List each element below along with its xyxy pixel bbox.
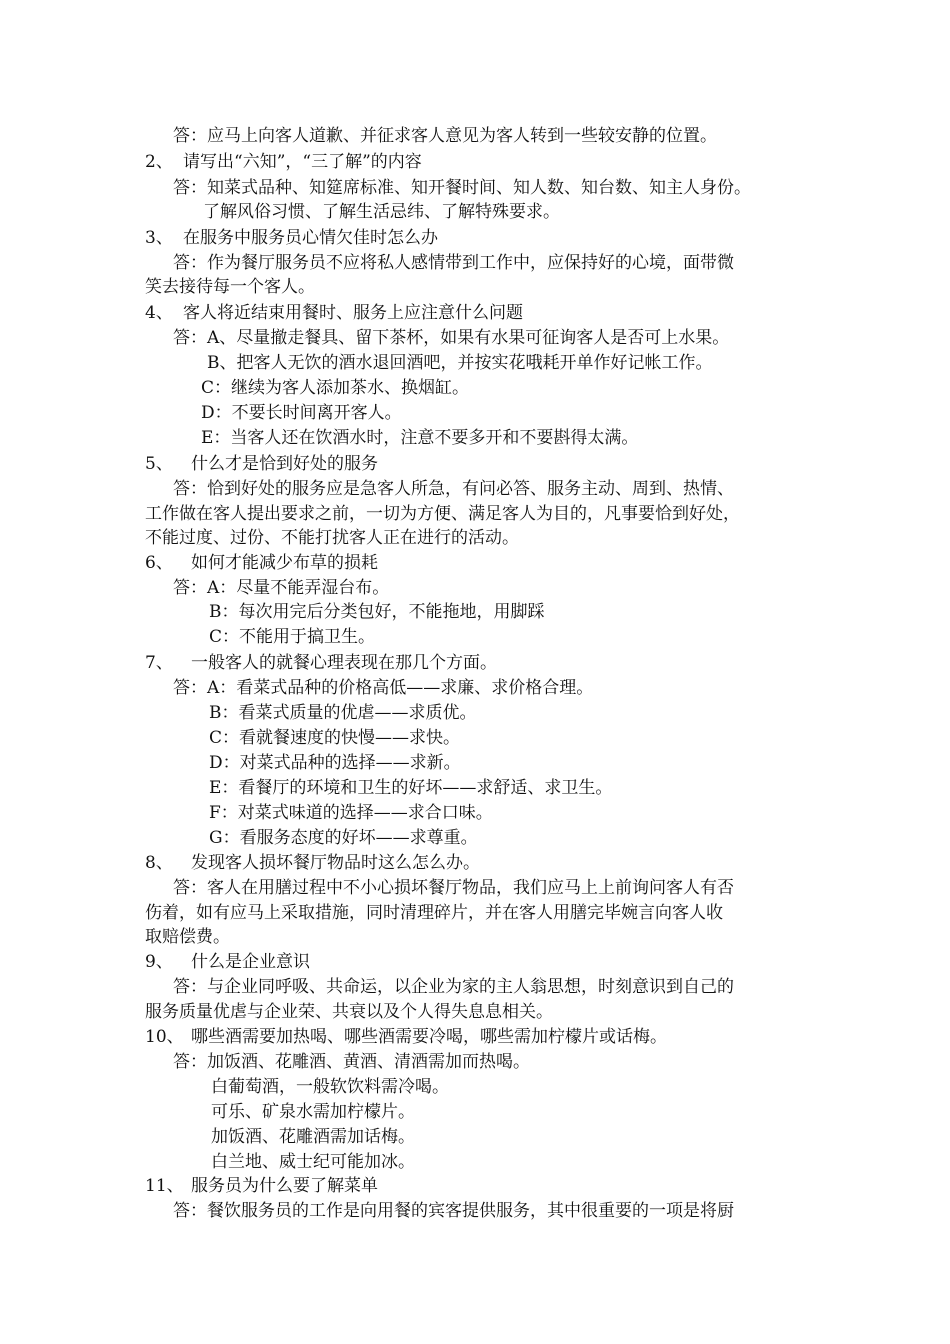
question-text: 什么是企业意识	[191, 952, 310, 972]
answer-line: 笑去接待每一个客人。	[145, 277, 315, 297]
answer-line: 了解风俗习惯、了解生活忌纬、了解特殊要求。	[203, 202, 560, 222]
question-text: 客人将近结束用餐时、服务上应注意什么问题	[183, 303, 523, 323]
answer-line: 答：作为餐厅服务员不应将私人感情带到工作中，应保持好的心境，面带微	[173, 253, 734, 273]
answer-line: 不能过度、过份、不能打扰客人正在进行的活动。	[145, 528, 519, 548]
question-text: 在服务中服务员心情欠佳时怎么办	[183, 228, 438, 248]
question-number: 3、	[145, 228, 173, 248]
question-number: 4、	[145, 303, 173, 323]
answer-line: G：看服务态度的好坏——求尊重。	[209, 828, 478, 848]
answer-line: 答：知菜式品种、知筵席标准、知开餐时间、知人数、知台数、知主人身份。	[173, 178, 751, 198]
question-number: 7、	[145, 653, 173, 673]
answer-line: 答：客人在用膳过程中不小心损坏餐厅物品，我们应马上上前询问客人有否	[173, 878, 734, 898]
question-number: 8、	[145, 853, 173, 873]
answer-line: B：看菜式质量的优虐——求质优。	[209, 703, 477, 723]
answer-line: 答：恰到好处的服务应是急客人所急，有问必答、服务主动、周到、热情、	[173, 479, 734, 499]
answer-line: D：对菜式品种的选择——求新。	[209, 753, 461, 773]
answer-line: C：不能用于搞卫生。	[209, 627, 376, 647]
question-number: 5、	[145, 454, 173, 474]
question-text: 什么才是恰到好处的服务	[191, 454, 378, 474]
question-number: 9、	[145, 952, 173, 972]
answer-line: 工作做在客人提出要求之前，一切为方便、满足客人为目的，凡事要恰到好处，	[145, 504, 740, 524]
answer-line: B：每次用完后分类包好，不能拖地，用脚踩	[209, 602, 545, 622]
question-text: 请写出“六知”，“三了解”的内容	[183, 152, 422, 172]
question-text: 发现客人损坏餐厅物品时这么怎么办。	[191, 853, 480, 873]
answer-line: 答：A：看菜式品种的价格高低——求廉、求价格合理。	[173, 678, 594, 698]
answer-line: 答：与企业同呼吸、共命运，以企业为家的主人翁思想，时刻意识到自己的	[173, 977, 734, 997]
answer-line: 答：应马上向客人道歉、并征求客人意见为客人转到一些较安静的位置。	[173, 126, 717, 146]
answer-line: F：对菜式味道的选择——求合口味。	[209, 803, 493, 823]
answer-line: 可乐、矿泉水需加柠檬片。	[211, 1102, 415, 1122]
answer-line: E：当客人还在饮酒水时，注意不要多开和不要斟得太满。	[201, 428, 639, 448]
answer-line: 伤着，如有应马上采取措施，同时清理碎片，并在客人用膳完毕婉言向客人收	[145, 903, 723, 923]
answer-line: 服务质量优虐与企业荣、共衰以及个人得失息息相关。	[145, 1002, 553, 1022]
answer-line: 白葡萄酒，一般软饮料需冷喝。	[211, 1077, 449, 1097]
question-text: 哪些酒需要加热喝、哪些酒需要冷喝，哪些需加柠檬片或话梅。	[191, 1027, 667, 1047]
answer-line: 答：餐饮服务员的工作是向用餐的宾客提供服务，其中很重要的一项是将厨	[173, 1201, 734, 1221]
answer-line: C：看就餐速度的快慢——求快。	[209, 728, 461, 748]
answer-line: 取赔偿费。	[145, 927, 230, 947]
answer-line: 答：加饭酒、花雕酒、黄酒、清酒需加而热喝。	[173, 1052, 530, 1072]
answer-line: 答：A：尽量不能弄湿台布。	[173, 578, 390, 598]
question-number: 6、	[145, 553, 173, 573]
answer-line: E：看餐厅的环境和卫生的好坏——求舒适、求卫生。	[209, 778, 613, 798]
question-text: 如何才能减少布草的损耗	[191, 553, 378, 573]
question-number: 11、	[145, 1176, 184, 1196]
answer-line: C：继续为客人添加茶水、换烟缸。	[201, 378, 470, 398]
question-text: 服务员为什么要了解菜单	[191, 1176, 378, 1196]
answer-line: D：不要长时间离开客人。	[201, 403, 402, 423]
answer-line: 答：A、尽量撤走餐具、留下茶杯，如果有水果可征询客人是否可上水果。	[173, 328, 730, 348]
question-text: 一般客人的就餐心理表现在那几个方面。	[191, 653, 497, 673]
answer-line: 白兰地、威士纪可能加冰。	[211, 1152, 415, 1172]
question-number: 10、	[145, 1027, 184, 1047]
answer-line: B、把客人无饮的酒水退回酒吧，并按实花哦耗开单作好记帐工作。	[207, 353, 713, 373]
answer-line: 加饭酒、花雕酒需加话梅。	[211, 1127, 415, 1147]
question-number: 2、	[145, 152, 173, 172]
